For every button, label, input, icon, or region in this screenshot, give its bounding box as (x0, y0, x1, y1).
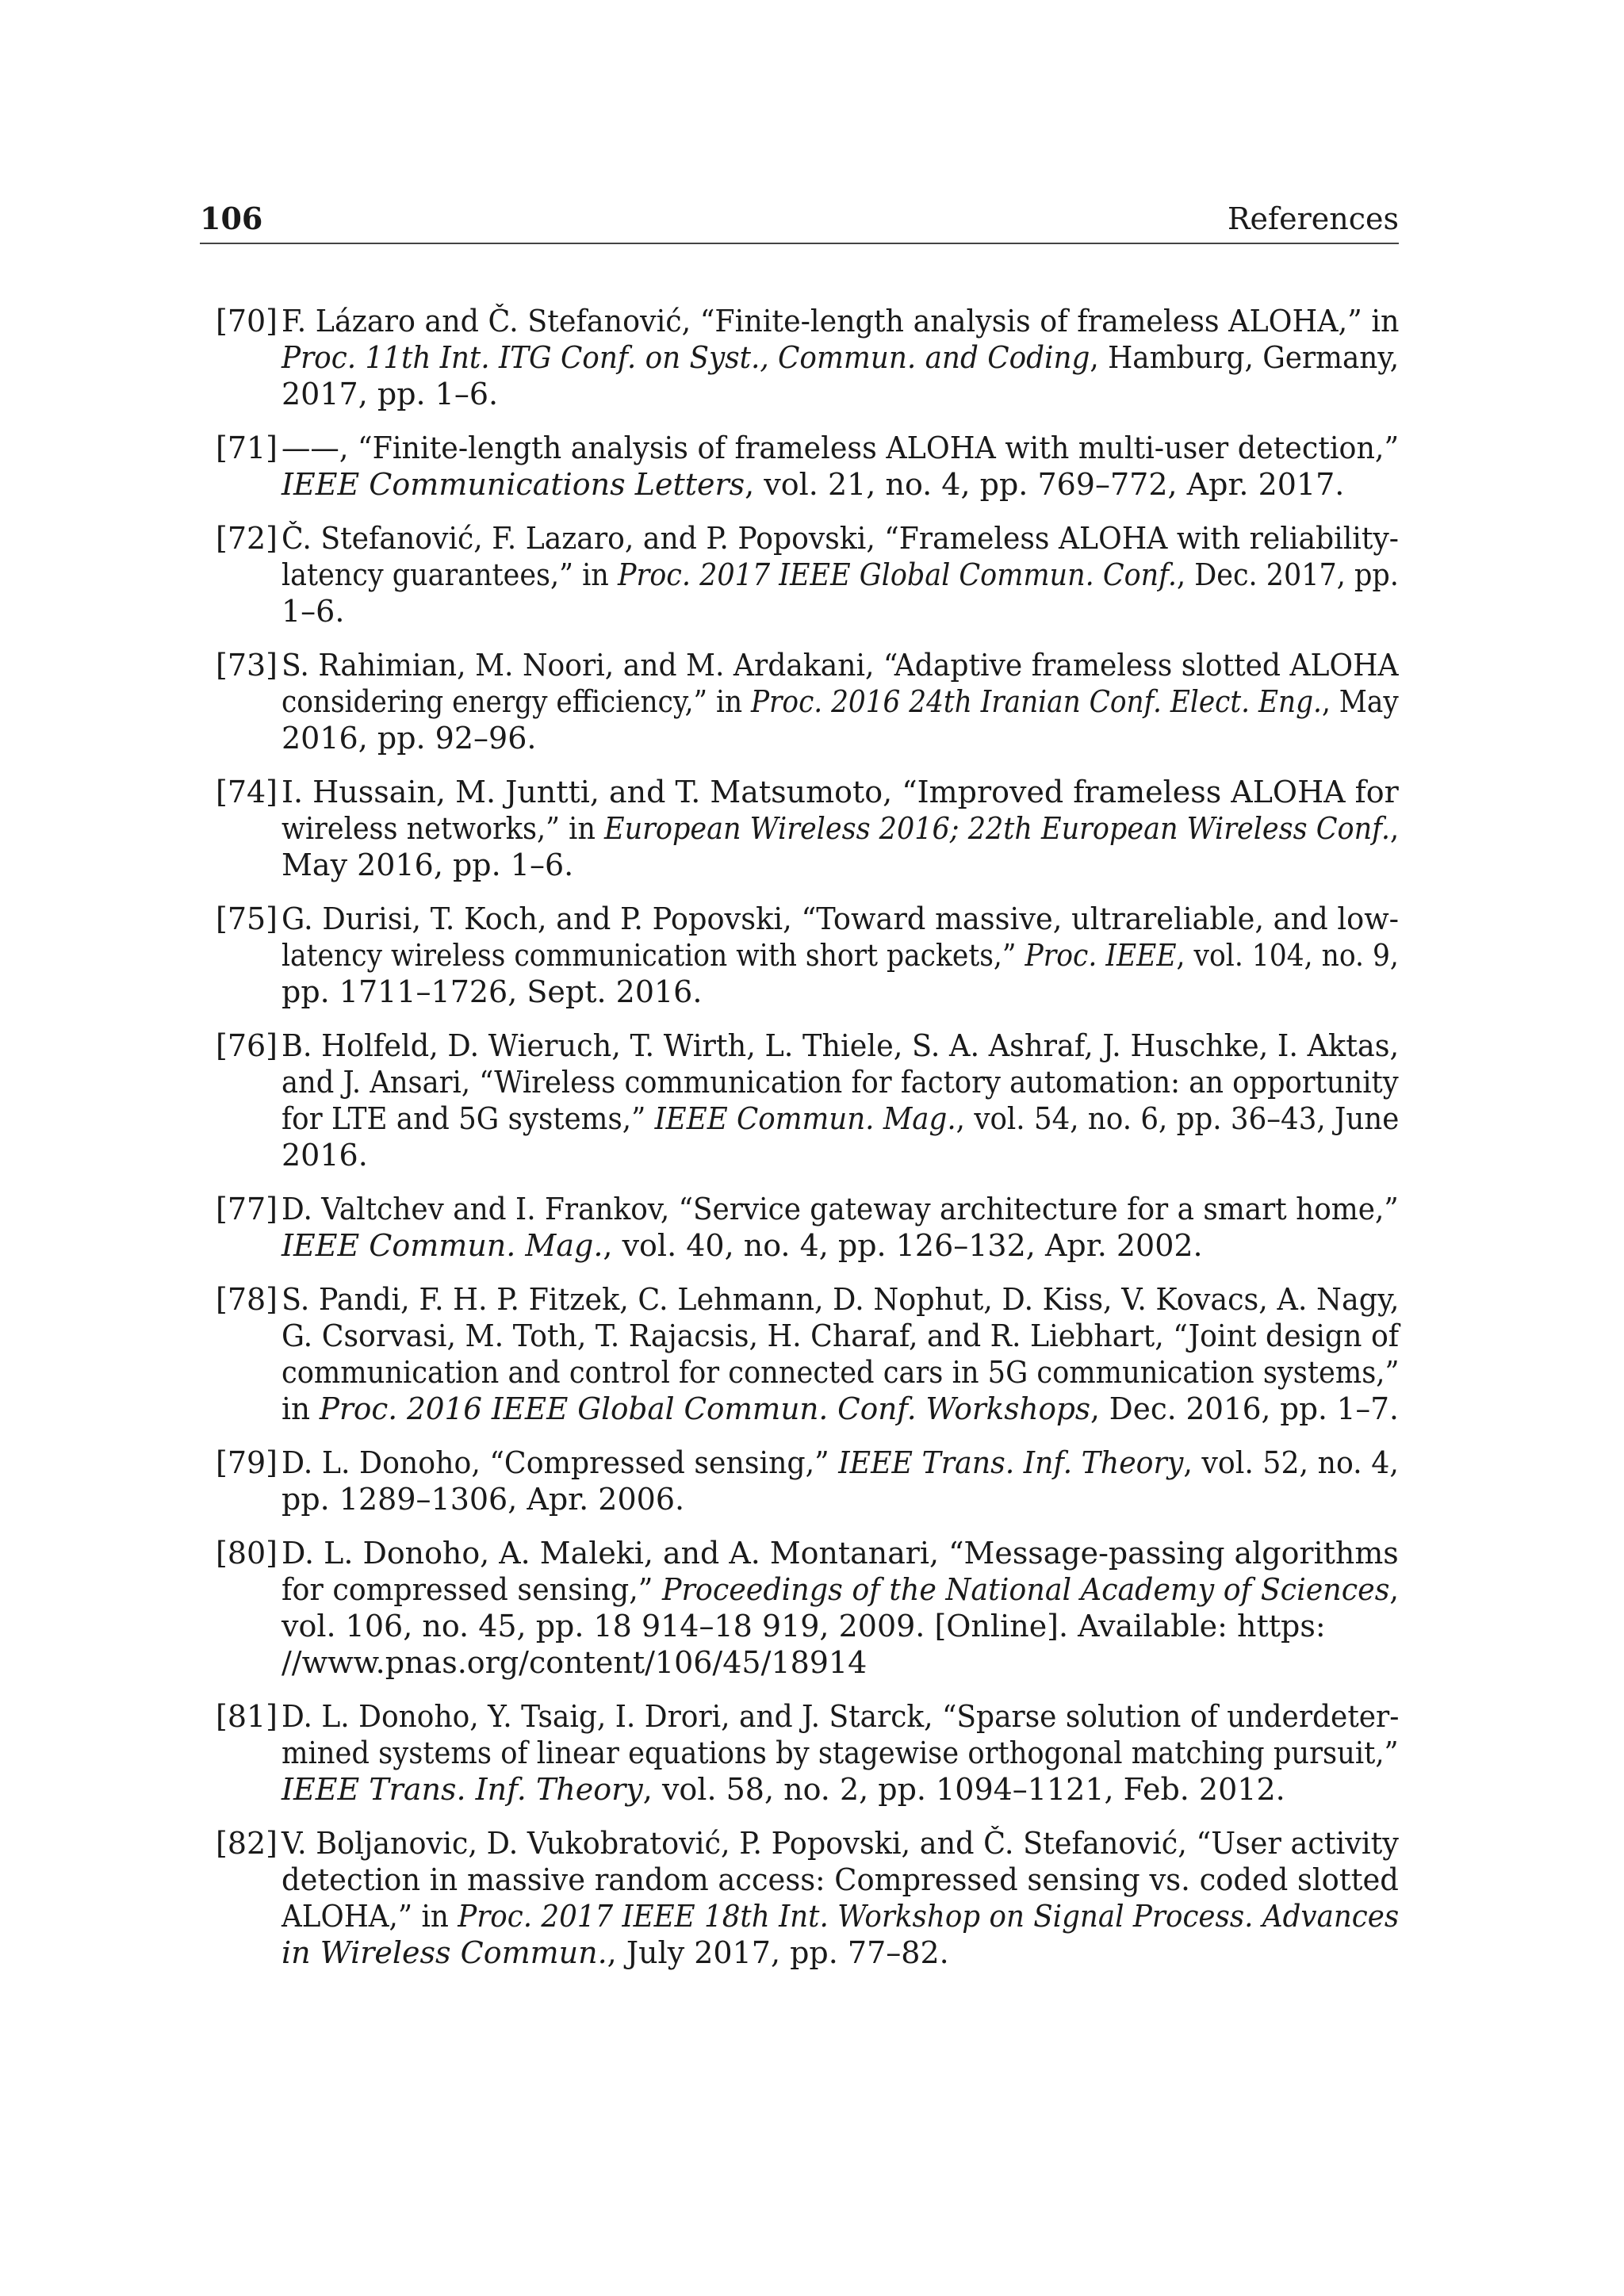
reference-line (282, 1318, 1400, 1354)
reference-line (282, 810, 1400, 847)
reference-text: 2016. (282, 1138, 368, 1173)
reference-text: , vol. 21, no. 4, pp. 769–772, Apr. 2017. (745, 467, 1345, 502)
reference-text: D. L. Donoho, A. Maleki, and A. Montanari, “Message-passing algorithms (282, 1536, 1399, 1571)
reference-line (282, 1934, 1399, 1971)
reference-label: [81] (216, 1699, 278, 1734)
reference-line (282, 1862, 1399, 1898)
reference-line (282, 520, 1400, 557)
reference-text: ——, “Finite-length analysis of frameless ALOHA with multi-user detection,” (282, 430, 1400, 465)
reference-line (282, 1698, 1400, 1735)
reference-line (282, 1100, 1400, 1137)
reference-text: B. Holfeld, D. Wieruch, T. Wirth, L. Thiele, S. A. Ashraf, J. Huschke, I. Aktas, (282, 1028, 1400, 1063)
reference-text: , vol. 58, no. 2, pp. 1094–1121, Feb. 2012. (642, 1772, 1285, 1807)
reference-text: for compressed sensing,” (282, 1572, 662, 1607)
reference-text: F. Lázaro and Č. Stefanović, “Finite-length analysis of frameless ALOHA,” in (282, 304, 1400, 339)
reference-venue-italic: IEEE Trans. Inf. Theory (838, 1445, 1184, 1480)
reference-venue-italic: IEEE Commun. Mag. (282, 1228, 603, 1263)
reference-entry (200, 1535, 1399, 1681)
page-number: 106 (200, 201, 263, 236)
reference-entry (200, 1445, 1399, 1517)
reference-line (282, 430, 1400, 466)
reference-entry (200, 1698, 1399, 1808)
reference-label: [79] (216, 1445, 278, 1480)
reference-line (282, 593, 1399, 629)
reference-list (200, 303, 1399, 1971)
reference-text: //www.pnas.org/content/106/45/18914 (282, 1645, 868, 1680)
reference-line (282, 937, 1399, 974)
section-title: References (1227, 201, 1399, 236)
reference-line (282, 974, 1399, 1010)
reference-line (282, 1445, 1399, 1481)
document-page (200, 200, 1399, 1988)
reference-label: [70] (216, 304, 278, 339)
reference-text: considering energy efficiency,” in (282, 684, 751, 719)
reference-line (282, 683, 1399, 720)
reference-venue-italic: Proc. IEEE (1025, 938, 1177, 973)
reference-text: for LTE and 5G systems,” (282, 1101, 655, 1136)
reference-text: May 2016, pp. 1–6. (282, 848, 574, 882)
reference-line (282, 1391, 1399, 1427)
reference-text: Č. Stefanović, F. Lazaro, and P. Popovski, “Frameless ALOHA with reliability- (282, 521, 1400, 556)
reference-line (282, 774, 1398, 810)
reference-line (282, 1571, 1399, 1608)
reference-line (282, 1064, 1399, 1100)
reference-line (282, 720, 1399, 756)
reference-entry (200, 1281, 1399, 1427)
reference-text: latency guarantees,” in (282, 557, 618, 592)
reference-line (282, 466, 1399, 503)
reference-venue-italic: Proc. 11th Int. ITG Conf. on Syst., Commun. and Coding (282, 340, 1090, 375)
reference-text: D. L. Donoho, Y. Tsaig, I. Drori, and J. Starck, “Sparse solution of underdeter- (282, 1699, 1400, 1734)
reference-line (282, 901, 1400, 937)
reference-venue-italic: IEEE Commun. Mag. (654, 1101, 956, 1136)
reference-text: D. L. Donoho, “Compressed sensing,” (282, 1445, 839, 1480)
reference-label: [72] (216, 521, 278, 556)
reference-venue-italic: European Wireless 2016; 22th European Wireless Conf. (604, 811, 1390, 846)
reference-entry (200, 303, 1399, 412)
reference-entry (200, 1825, 1399, 1971)
reference-text: , Hamburg, Germany, (1090, 340, 1400, 375)
reference-line (282, 1354, 1400, 1391)
reference-entry (200, 774, 1399, 883)
reference-entry (200, 647, 1399, 756)
reference-text: , vol. 104, no. 9, (1176, 938, 1399, 973)
reference-label: [77] (216, 1192, 278, 1226)
reference-text: I. Hussain, M. Juntti, and T. Matsumoto, “Improved frameless ALOHA for (282, 775, 1399, 809)
reference-text: latency wireless communication with short packets,” (282, 938, 1025, 973)
reference-line (282, 1227, 1399, 1264)
reference-text: detection in massive random access: Compressed sensing vs. coded slotted (282, 1862, 1399, 1897)
running-header (200, 200, 1399, 244)
reference-venue-italic: Proc. 2017 IEEE Global Commun. Conf. (617, 557, 1177, 592)
reference-text: G. Csorvasi, M. Toth, T. Rajacsis, H. Charaf, and R. Liebhart, “Joint design of (282, 1318, 1400, 1353)
reference-label: [71] (216, 430, 278, 465)
reference-label: [76] (216, 1028, 278, 1063)
reference-text: vol. 106, no. 45, pp. 18 914–18 919, 2009. [Online]. Available: https: (282, 1609, 1326, 1644)
reference-label: [82] (216, 1826, 278, 1861)
reference-text: in (282, 1391, 320, 1426)
reference-label: [73] (216, 648, 278, 683)
reference-entry (200, 1027, 1399, 1173)
reference-text: 1–6. (282, 594, 345, 629)
reference-line (282, 847, 1399, 883)
reference-text: ALOHA,” in (282, 1899, 458, 1934)
reference-text: , vol. 54, no. 6, pp. 36–43, June (956, 1101, 1400, 1136)
reference-entry (200, 520, 1399, 629)
reference-text: and J. Ansari, “Wireless communication for factory automation: an opportunity (282, 1065, 1399, 1100)
reference-label: [75] (216, 901, 278, 936)
reference-venue-italic: IEEE Trans. Inf. Theory (282, 1772, 643, 1807)
reference-text: V. Boljanovic, D. Vukobratović, P. Popovski, and Č. Stefanović, “User activity (282, 1826, 1399, 1861)
reference-line (282, 339, 1400, 376)
reference-text: , July 2017, pp. 77–82. (607, 1935, 949, 1970)
reference-label: [74] (216, 775, 278, 809)
reference-venue-italic: IEEE Communications Letters (282, 467, 745, 502)
reference-line (282, 1608, 1399, 1644)
reference-line (282, 303, 1400, 339)
reference-text: , vol. 52, no. 4, (1183, 1445, 1399, 1480)
reference-line (282, 1825, 1399, 1862)
reference-entry (200, 430, 1399, 503)
reference-line (282, 1535, 1399, 1571)
reference-text: 2016, pp. 92–96. (282, 721, 537, 756)
reference-text: wireless networks,” in (282, 811, 605, 846)
reference-label: [80] (216, 1536, 278, 1571)
reference-line (282, 1898, 1400, 1934)
reference-line (282, 557, 1399, 593)
reference-line (282, 1644, 1399, 1681)
reference-line (282, 1137, 1399, 1173)
reference-entry (200, 901, 1399, 1010)
reference-text: mined systems of linear equations by stagewise orthogonal matching pursuit,” (282, 1735, 1399, 1770)
reference-entry (200, 1191, 1399, 1264)
reference-line (282, 1735, 1399, 1771)
reference-line (282, 1191, 1399, 1227)
reference-venue-italic: in Wireless Commun. (282, 1935, 607, 1970)
reference-line (282, 1481, 1399, 1517)
reference-text: , (1389, 1572, 1399, 1607)
reference-line (282, 376, 1399, 412)
reference-text: pp. 1711–1726, Sept. 2016. (282, 974, 703, 1009)
reference-text: S. Pandi, F. H. P. Fitzek, C. Lehmann, D. Nophut, D. Kiss, V. Kovacs, A. Nagy, (282, 1282, 1400, 1317)
reference-line (282, 1027, 1400, 1064)
reference-text: 2017, pp. 1–6. (282, 377, 499, 411)
reference-text: , Dec. 2017, pp. (1176, 557, 1399, 592)
reference-text: G. Durisi, T. Koch, and P. Popovski, “Toward massive, ultrareliable, and low- (282, 901, 1400, 936)
reference-line (282, 1771, 1399, 1808)
reference-text: , (1389, 811, 1400, 846)
reference-venue-italic: Proc. 2016 IEEE Global Commun. Conf. Workshops (319, 1391, 1091, 1426)
reference-label: [78] (216, 1282, 278, 1317)
reference-text: , vol. 40, no. 4, pp. 126–132, Apr. 2002. (603, 1228, 1203, 1263)
reference-line (282, 1281, 1400, 1318)
reference-venue-italic: Proc. 2016 24th Iranian Conf. Elect. Eng. (750, 684, 1322, 719)
reference-line (282, 647, 1399, 683)
reference-text: , Dec. 2016, pp. 1–7. (1090, 1391, 1399, 1426)
reference-venue-italic: Proc. 2017 IEEE 18th Int. Workshop on Signal Process. Advances (458, 1899, 1400, 1934)
reference-venue-italic: Proceedings of the National Academy of Sciences (661, 1572, 1390, 1607)
reference-text: D. Valtchev and I. Frankov, “Service gateway architecture for a smart home,” (282, 1192, 1399, 1226)
reference-text: , May (1321, 684, 1399, 719)
reference-text: pp. 1289–1306, Apr. 2006. (282, 1482, 685, 1517)
reference-text: S. Rahimian, M. Noori, and M. Ardakani, “Adaptive frameless slotted ALOHA (282, 648, 1399, 683)
reference-text: communication and control for connected cars in 5G communication systems,” (282, 1355, 1400, 1390)
